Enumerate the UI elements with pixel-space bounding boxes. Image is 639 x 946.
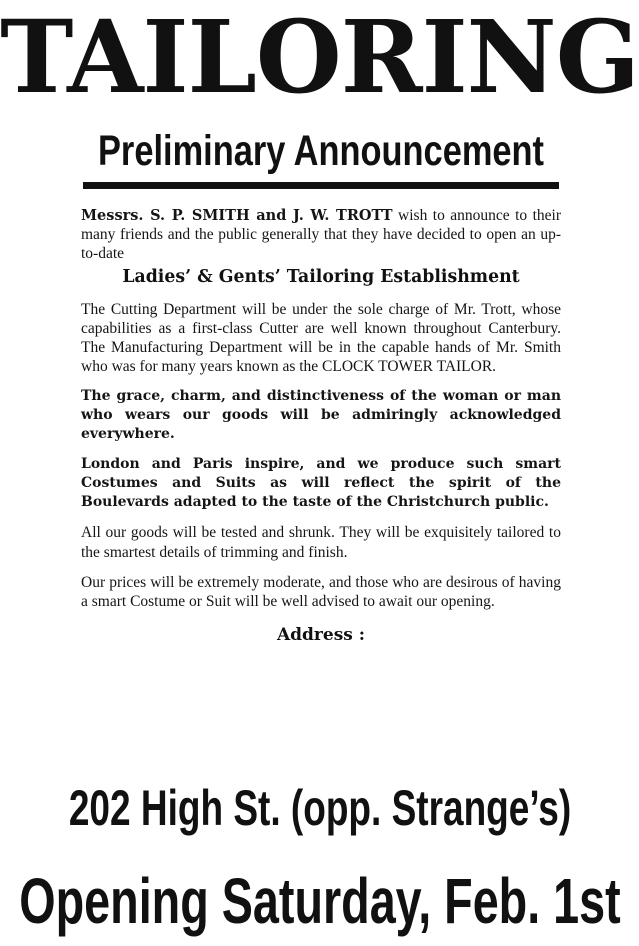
- intro-text: wish to announce to their many friends and the public generally that they have decided to open an up-to-date: [81, 207, 561, 263]
- paragraph-departments: The Cutting Department will be under the sole charge of Mr. Trott, whose capabilities as a first-class Cutter are well known throughout Canterbury. The Manufacturing Department will be in the capable hands of Mr. Smith who was for many years known as the CLOCK TOWER TAILOR.: [81, 300, 561, 376]
- street-address: 202 High St. (opp. Strange’s): [68, 780, 572, 836]
- paragraph-goods: All our goods will be tested and shrunk. They will be exquisitely tailored to the smartest details of trimming and finish.: [81, 524, 561, 561]
- establishment-heading: Ladies’ & Gents’ Tailoring Establishment: [122, 266, 520, 287]
- paragraph-grace: The grace, charm, and distinctiveness of the woman or man who wears our goods will be admiringly acknowledged everywhere.: [81, 388, 561, 443]
- intro-paragraph: [81, 206, 561, 264]
- paragraph-london-paris: London and Paris inspire, and we produce such smart Costumes and Suits as will reflect the spirit of the Boulevards adapted to the taste of the Christchurch public.: [81, 456, 561, 511]
- announcement-body: [81, 206, 561, 645]
- paragraph-prices: Our prices will be extremely moderate, and those who are desirous of having a smart Costume or Suit will be well advised to await our opening.: [81, 573, 561, 611]
- opening-date: Opening Saturday, Feb. 1st: [19, 865, 621, 937]
- heading-rule: [83, 182, 559, 189]
- address-label: Address :: [276, 625, 366, 646]
- headline-title: TAILORING: [0, 0, 639, 116]
- subtitle-announcement: Preliminary Announcement: [97, 126, 545, 175]
- proprietor-names: Messrs. S. P. SMITH and J. W. TROTT: [81, 207, 393, 224]
